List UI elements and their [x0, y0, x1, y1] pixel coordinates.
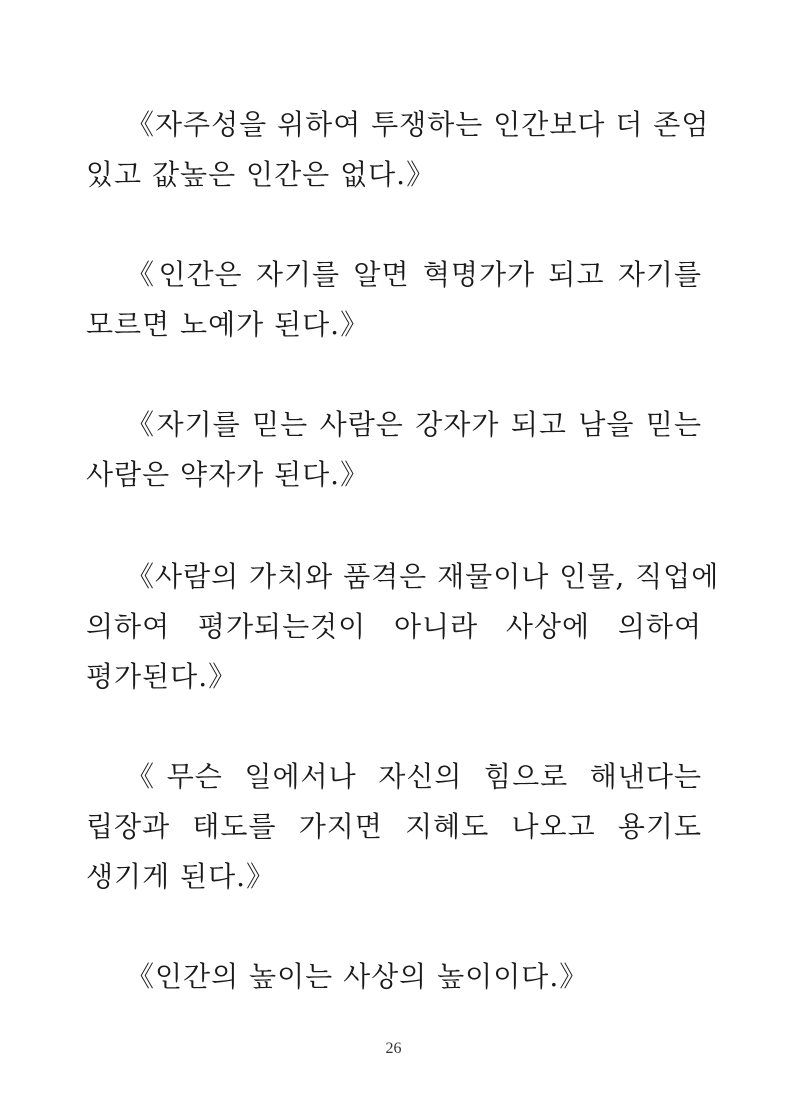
quote-4 — [86, 552, 720, 702]
quote-1 — [86, 100, 710, 200]
quote-3 — [86, 400, 702, 500]
quote-line: 《자기를 믿는 사람은 강자가 되고 남을 믿는 — [126, 408, 702, 441]
quote-line: 립장과 태도를 가지면 지혜도 나오고 용기도 — [86, 810, 702, 843]
quote-line: 생기게 된다.》 — [86, 860, 276, 893]
quote-line: 사람은 약자가 된다.》 — [86, 458, 370, 491]
quote-line: 의하여 평가되는것이 아니라 사상에 의하여 — [86, 610, 702, 643]
page-number: 26 — [385, 1040, 402, 1057]
quote-line: 모르면 노예가 된다.》 — [86, 308, 370, 341]
quote-line: 《인간은 자기를 알면 혁명가가 되고 자기를 — [126, 258, 702, 291]
quote-6 — [86, 952, 702, 1002]
quote-line: 평가된다.》 — [86, 660, 238, 693]
quote-5 — [86, 752, 702, 902]
quote-line: 《인간의 높이는 사상의 높이이다.》 — [126, 960, 589, 993]
quote-line: 《무슨 일에서나 자신의 힘으로 해낸다는 — [126, 760, 702, 793]
quote-line: 《자주성을 위하여 투쟁하는 인간보다 더 존엄 — [126, 108, 710, 141]
quote-line: 《사람의 가치와 품격은 재물이나 인물, 직업에 — [126, 560, 720, 593]
quote-2 — [86, 250, 702, 350]
quote-line: 있고 값높은 인간은 없다.》 — [86, 158, 436, 191]
